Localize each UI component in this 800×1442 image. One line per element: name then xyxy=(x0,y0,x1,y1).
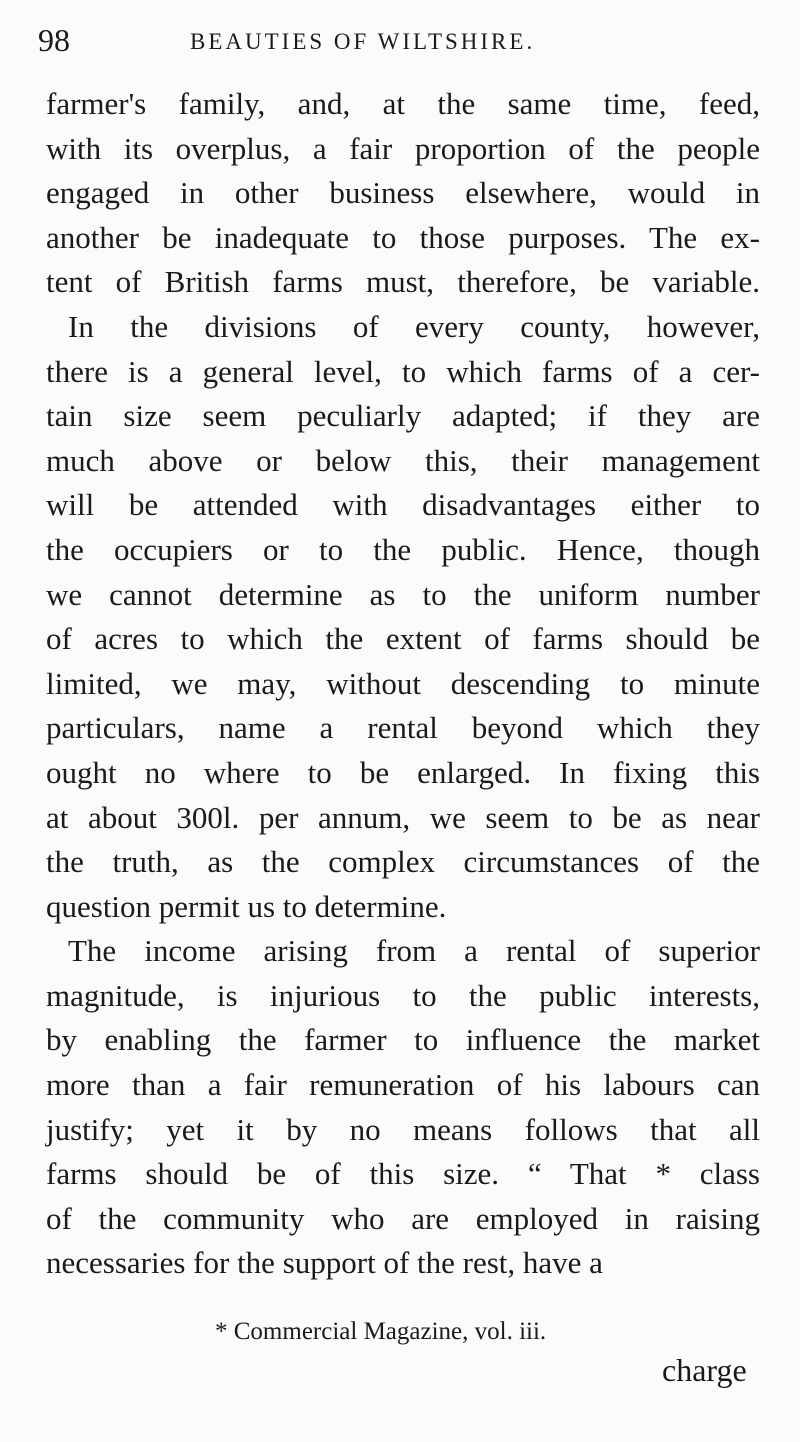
catchword: charge xyxy=(662,1352,747,1388)
text-line: farms should be of this size. “ That * class xyxy=(46,1156,760,1192)
text-line: at about 300l. per annum, we seem to be as near xyxy=(46,799,760,835)
text-line: question permit us to determine. xyxy=(46,888,447,924)
text-line: The income arising from a rental of superior xyxy=(68,933,760,969)
text-line: limited, we may, without descending to minute xyxy=(46,665,760,701)
running-title: BEAUTIES OF WILTSHIRE. xyxy=(190,29,536,54)
text-line: we cannot determine as to the uniform number xyxy=(46,576,760,612)
body-text xyxy=(46,82,760,1286)
text-line: farmer's family, and, at the same time, feed, xyxy=(46,86,760,121)
footnote: * Commercial Magazine, vol. iii. xyxy=(215,1318,547,1345)
text-line: of acres to which the extent of farms should be xyxy=(46,621,760,657)
text-line: tent of British farms must, therefore, be variable. xyxy=(46,264,760,300)
page-number: 98 xyxy=(38,22,70,58)
text-line: of the community who are employed in raising xyxy=(46,1200,760,1236)
text-line: more than a fair remuneration of his labours can xyxy=(46,1067,760,1103)
text-line: particulars, name a rental beyond which they xyxy=(46,710,760,746)
text-line: there is a general level, to which farms of a cer- xyxy=(46,353,760,389)
text-line: In the divisions of every county, however, xyxy=(68,308,760,344)
text-line: the truth, as the complex circumstances of the xyxy=(46,844,760,880)
text-line: justify; yet it by no means follows that all xyxy=(46,1111,760,1147)
text-line: tain size seem peculiarly adapted; if they are xyxy=(46,398,760,434)
text-line: ought no where to be enlarged. In fixing this xyxy=(46,754,760,790)
text-line: with its overplus, a fair proportion of the people xyxy=(46,130,760,166)
text-line: much above or below this, their management xyxy=(46,442,760,478)
text-line: another be inadequate to those purposes. The ex- xyxy=(46,219,760,255)
text-line: engaged in other business elsewhere, would in xyxy=(46,175,760,211)
text-line: necessaries for the support of the rest, have a xyxy=(46,1245,603,1281)
text-line: by enabling the farmer to influence the market xyxy=(46,1022,760,1058)
text-line: magnitude, is injurious to the public interests, xyxy=(46,977,760,1013)
text-line: will be attended with disadvantages either to xyxy=(46,487,760,523)
text-line: the occupiers or to the public. Hence, though xyxy=(46,531,760,567)
